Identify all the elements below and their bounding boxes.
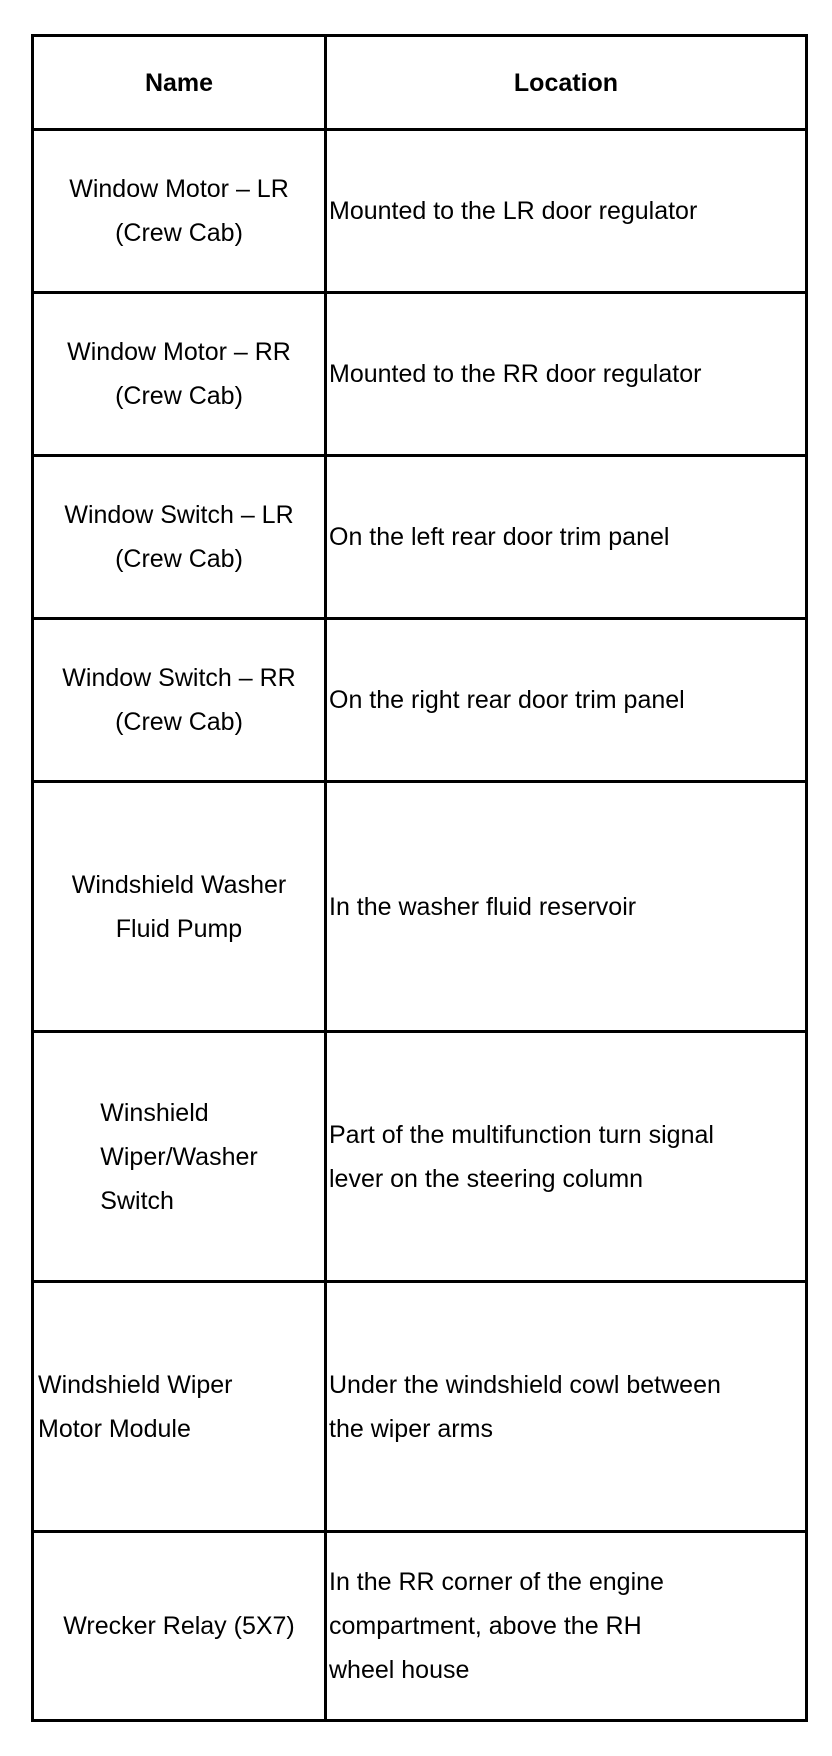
location-text: Part of the multifunction turn signal lever on the steering column — [329, 1120, 714, 1193]
name-text: Winshield Wiper/Washer Switch — [100, 1098, 258, 1215]
name-text: Window Switch – RR (Crew Cab) — [62, 664, 296, 736]
table-row — [33, 619, 807, 782]
table-row — [33, 293, 807, 456]
location-cell — [326, 1032, 807, 1282]
header-row — [33, 36, 807, 130]
location-text: In the washer fluid reservoir — [329, 892, 637, 921]
name-text: Windshield Wiper Motor Module — [38, 1370, 233, 1443]
column-header-location: Location — [326, 36, 807, 130]
location-cell — [326, 293, 807, 456]
name-cell — [33, 619, 326, 782]
location-cell — [326, 619, 807, 782]
name-text: Window Motor – RR (Crew Cab) — [67, 338, 291, 410]
name-cell — [33, 130, 326, 293]
location-text: In the RR corner of the engine compartment, above the RH wheel house — [329, 1568, 664, 1684]
location-cell — [326, 456, 807, 619]
location-cell — [326, 1282, 807, 1532]
components-location-table — [31, 34, 808, 1722]
location-cell — [326, 1532, 807, 1721]
name-cell — [33, 456, 326, 619]
location-text: Under the windshield cowl between the wiper arms — [329, 1370, 721, 1443]
name-cell — [33, 1032, 326, 1282]
name-cell — [33, 293, 326, 456]
table-row — [33, 130, 807, 293]
location-text: Mounted to the LR door regulator — [329, 197, 698, 225]
table-row — [33, 456, 807, 619]
name-cell — [33, 1282, 326, 1532]
table-row — [33, 1282, 807, 1532]
location-text: On the left rear door trim panel — [329, 523, 670, 551]
name-cell — [33, 782, 326, 1032]
location-cell — [326, 130, 807, 293]
name-text: Window Switch – LR (Crew Cab) — [64, 501, 294, 573]
table-row — [33, 782, 807, 1032]
table-row — [33, 1532, 807, 1721]
column-header-name: Name — [33, 36, 326, 130]
location-text: On the right rear door trim panel — [329, 686, 685, 714]
table-row — [33, 1032, 807, 1282]
name-text: Window Motor – LR (Crew Cab) — [69, 175, 289, 247]
name-text: Wrecker Relay (5X7) — [63, 1612, 295, 1640]
location-cell — [326, 782, 807, 1032]
location-text: Mounted to the RR door regulator — [329, 360, 702, 388]
name-cell — [33, 1532, 326, 1721]
name-text: Windshield Washer Fluid Pump — [71, 870, 287, 943]
